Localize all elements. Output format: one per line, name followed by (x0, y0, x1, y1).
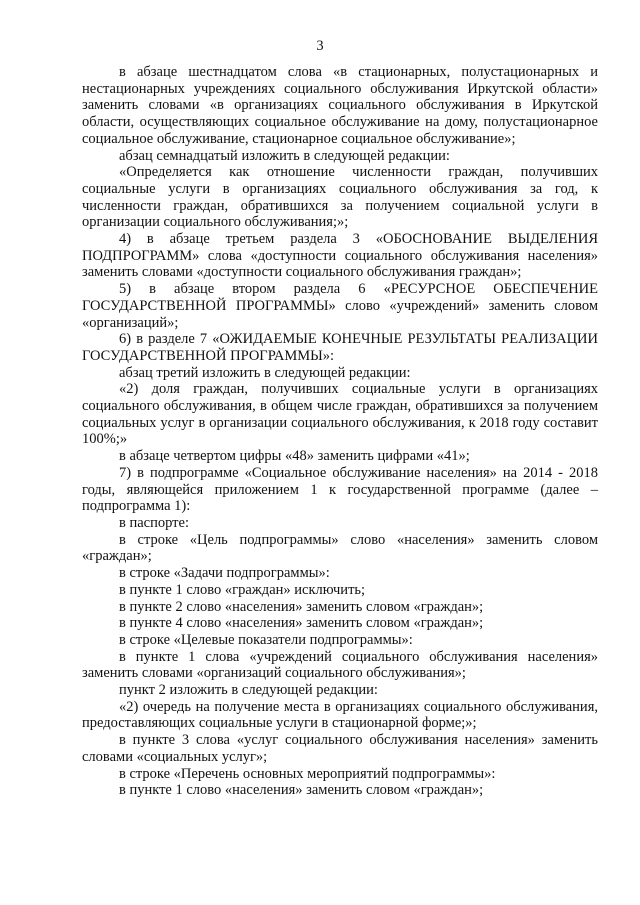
paragraph: в строке «Цель подпрограммы» слово «населения» заменить словом «граждан»; (82, 531, 598, 565)
page-number: 3 (316, 38, 324, 54)
paragraph: «2) доля граждан, получивших социальные услуги в организациях социального обслуживания, в общем числе граждан, обратившихся за получением социальных услуг в организации социального обслуживания, к 2018 году составит 100%;» (82, 381, 598, 448)
paragraph: в строке «Перечень основных мероприятий подпрограммы»: (119, 765, 496, 782)
paragraph: в пункте 4 слово «населения» заменить словом «граждан»; (119, 615, 484, 632)
paragraph: абзац семнадцатый изложить в следующей редакции: (119, 147, 450, 164)
paragraph: «Определяется как отношение численности граждан, получивших социальные услуги в организациях социального обслуживания за год, к численности граждан, обратившихся за получением социальной услуги в организации социального обслуживания;»; (82, 164, 598, 231)
paragraph: в абзаце четвертом цифры «48» заменить цифрами «41»; (119, 448, 470, 465)
paragraph: 6) в разделе 7 «ОЖИДАЕМЫЕ КОНЕЧНЫЕ РЕЗУЛЬТАТЫ РЕАЛИЗАЦИИ ГОСУДАРСТВЕННОЙ ПРОГРАММЫ»: (82, 331, 598, 364)
paragraph: в пункте 1 слова «учреждений социального обслуживания населения» заменить словами «организаций социального обслуживания»; (82, 648, 598, 682)
paragraph: в строке «Задачи подпрограммы»: (119, 565, 330, 582)
paragraph: в пункте 1 слово «граждан» исключить; (119, 581, 366, 598)
paragraph: в паспорте: (119, 514, 189, 531)
document-body (82, 64, 598, 799)
paragraph: абзац третий изложить в следующей редакции: (119, 364, 411, 381)
paragraph: пункт 2 изложить в следующей редакции: (119, 682, 378, 699)
paragraph: в строке «Целевые показатели подпрограммы»: (119, 631, 413, 648)
paragraph: 7) в подпрограмме «Социальное обслуживание населения» на 2014 - 2018 годы, являющейся приложением 1 к государственной программе (далее – подпрограмма 1): (82, 464, 598, 515)
paragraph: в абзаце шестнадцатом слова «в стационарных, полустационарных и нестационарных учреждениях социального обслуживания Иркутской области» заменить словами «в организациях социального обслуживания в Иркутской области, осуществляющих социальное обслуживание на дому, полустационарное социальное обслуживание, стационарное социальное обслуживание»; (82, 64, 598, 147)
paragraph: в пункте 1 слово «населения» заменить словом «граждан»; (119, 782, 484, 799)
paragraph: в пункте 3 слова «услуг социального обслуживания населения» заменить словами «социальных услуг»; (82, 732, 598, 765)
paragraph: 5) в абзаце втором раздела 6 «РЕСУРСНОЕ ОБЕСПЕЧЕНИЕ ГОСУДАРСТВЕННОЙ ПРОГРАММЫ» слово «учреждений» заменить словом «организаций»; (82, 281, 598, 331)
paragraph: 4) в абзаце третьем раздела 3 «ОБОСНОВАНИЕ ВЫДЕЛЕНИЯ ПОДПРОГРАММ» слова «доступности социального обслуживания населения» заменить словами «доступности социального обслуживания граждан»; (82, 231, 598, 281)
paragraph: «2) очередь на получение места в организациях социального обслуживания, предоставляющих социальные услуги в стационарной форме;»; (82, 698, 598, 732)
paragraph: в пункте 2 слово «населения» заменить словом «граждан»; (119, 598, 484, 615)
